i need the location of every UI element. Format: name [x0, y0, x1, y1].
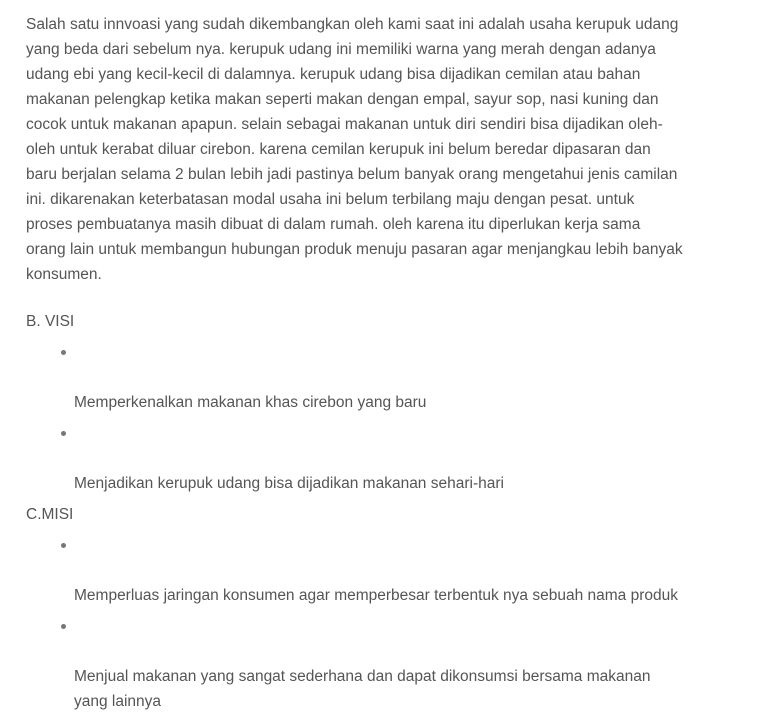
- visi-list: [26, 340, 716, 496]
- list-item-text: Menjual makanan yang sangat sederhana dan dapat dikonsumsi bersama makanan yang lainnya: [74, 668, 651, 710]
- bullet-icon: [61, 624, 66, 629]
- bullet-icon: [61, 543, 66, 548]
- bullet-icon: [61, 431, 66, 436]
- list-item-text: Menjadikan kerupuk udang bisa dijadikan makanan sehari-hari: [74, 475, 504, 492]
- visi-heading: B. VISI: [26, 313, 75, 330]
- bullet-icon: [61, 350, 66, 355]
- list-item: [74, 421, 716, 496]
- intro-paragraph: Salah satu innvoasi yang sudah dikembangkan oleh kami saat ini adalah usaha kerupuk udang yang beda dari sebelum nya. kerupuk udang ini memiliki warna yang merah dengan adanya udang ebi yang kecil-kecil di dalamnya. kerupuk udang bisa dijadikan cemilan atau bahan makanan pelengkap ketika makan seperti makan dengan empal, sayur sop, nasi kuning dan cocok untuk makanan apapun. selain sebagai makanan untuk diri sendiri bisa dijadikan oleh- oleh untuk kerabat diluar cirebon. karena cemilan kerupuk ini belum beredar dipasaran dan baru berjalan selama 2 bulan lebih jadi pastinya belum banyak orang mengetahui jenis camilan ini. dikarenakan keterbatasan modal usaha ini belum terbilang maju dengan pesat. untuk proses pembuatanya masih dibuat di dalam rumah. oleh karena itu diperlukan kerja sama orang lain untuk membangun hubungan produk menuju pasaran agar menjangkau lebih banyak konsumen.: [26, 16, 683, 283]
- misi-heading: C.MISI: [26, 506, 74, 523]
- list-item-text: Memperluas jaringan konsumen agar memperbesar terbentuk nya sebuah nama produk: [74, 587, 678, 604]
- list-item: [74, 533, 716, 608]
- misi-list: [26, 533, 716, 714]
- list-item: [74, 614, 716, 714]
- list-item: [74, 340, 716, 415]
- list-item-text: Memperkenalkan makanan khas cirebon yang baru: [74, 394, 427, 411]
